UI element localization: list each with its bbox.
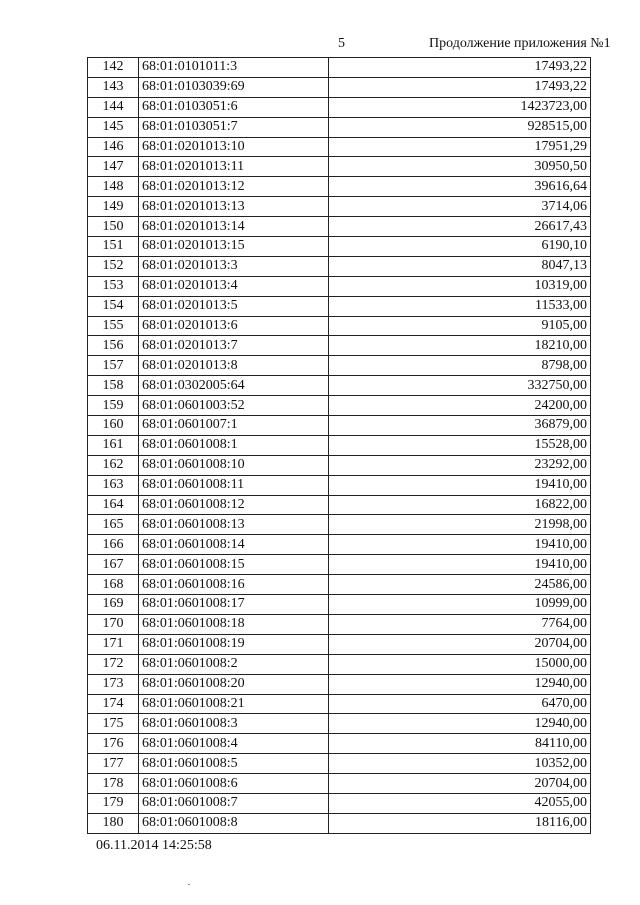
value-cell: 17493,22	[329, 58, 591, 78]
table-row	[88, 475, 591, 495]
cadastral-number-cell: 68:01:0201013:13	[139, 197, 329, 217]
row-number-cell: 169	[88, 595, 139, 615]
table-row	[88, 356, 591, 376]
value-cell: 20704,00	[329, 774, 591, 794]
row-number-cell: 161	[88, 435, 139, 455]
appendix-continuation-note: Продолжение приложения №1	[429, 36, 611, 51]
value-cell: 11533,00	[329, 296, 591, 316]
value-cell: 19410,00	[329, 555, 591, 575]
value-cell: 9105,00	[329, 316, 591, 336]
cadastral-number-cell: 68:01:0601008:12	[139, 495, 329, 515]
cadastral-number-cell: 68:01:0101011:3	[139, 58, 329, 78]
cadastral-number-cell: 68:01:0103051:7	[139, 117, 329, 137]
table-row	[88, 97, 591, 117]
row-number-cell: 164	[88, 495, 139, 515]
value-cell: 15528,00	[329, 435, 591, 455]
value-cell: 24200,00	[329, 396, 591, 416]
table-row	[88, 237, 591, 257]
cadastral-number-cell: 68:01:0601008:11	[139, 475, 329, 495]
value-cell: 36879,00	[329, 416, 591, 436]
cadastral-number-cell: 68:01:0201013:11	[139, 157, 329, 177]
value-cell: 23292,00	[329, 455, 591, 475]
row-number-cell: 153	[88, 276, 139, 296]
row-number-cell: 163	[88, 475, 139, 495]
table-row	[88, 714, 591, 734]
table-row	[88, 316, 591, 336]
cadastral-number-cell: 68:01:0601008:5	[139, 754, 329, 774]
value-cell: 18210,00	[329, 336, 591, 356]
value-cell: 17493,22	[329, 77, 591, 97]
row-number-cell: 176	[88, 734, 139, 754]
cadastral-number-cell: 68:01:0201013:6	[139, 316, 329, 336]
table-row	[88, 754, 591, 774]
value-cell: 7764,00	[329, 614, 591, 634]
parcels-table-body	[88, 58, 591, 834]
row-number-cell: 178	[88, 774, 139, 794]
cadastral-number-cell: 68:01:0601008:20	[139, 674, 329, 694]
row-number-cell: 144	[88, 97, 139, 117]
footer-timestamp: 06.11.2014 14:25:58	[96, 838, 212, 853]
row-number-cell: 142	[88, 58, 139, 78]
table-row	[88, 595, 591, 615]
cadastral-number-cell: 68:01:0601008:8	[139, 813, 329, 833]
stray-mark	[188, 884, 190, 885]
table-row	[88, 535, 591, 555]
table-row	[88, 396, 591, 416]
cadastral-number-cell: 68:01:0601008:3	[139, 714, 329, 734]
cadastral-number-cell: 68:01:0601008:13	[139, 515, 329, 535]
row-number-cell: 155	[88, 316, 139, 336]
table-row	[88, 674, 591, 694]
row-number-cell: 157	[88, 356, 139, 376]
cadastral-number-cell: 68:01:0601008:19	[139, 634, 329, 654]
table-row	[88, 117, 591, 137]
value-cell: 6190,10	[329, 237, 591, 257]
row-number-cell: 160	[88, 416, 139, 436]
row-number-cell: 150	[88, 217, 139, 237]
value-cell: 3714,06	[329, 197, 591, 217]
table-row	[88, 58, 591, 78]
row-number-cell: 158	[88, 376, 139, 396]
table-row	[88, 515, 591, 535]
row-number-cell: 152	[88, 256, 139, 276]
value-cell: 10319,00	[329, 276, 591, 296]
row-number-cell: 174	[88, 694, 139, 714]
table-row	[88, 614, 591, 634]
table-row	[88, 336, 591, 356]
cadastral-number-cell: 68:01:0601008:7	[139, 793, 329, 813]
value-cell: 19410,00	[329, 475, 591, 495]
table-row	[88, 416, 591, 436]
value-cell: 39616,64	[329, 177, 591, 197]
cadastral-number-cell: 68:01:0302005:64	[139, 376, 329, 396]
value-cell: 928515,00	[329, 117, 591, 137]
cadastral-number-cell: 68:01:0201013:5	[139, 296, 329, 316]
table-row	[88, 256, 591, 276]
value-cell: 15000,00	[329, 654, 591, 674]
row-number-cell: 179	[88, 793, 139, 813]
page-number: 5	[338, 36, 345, 51]
parcels-table	[87, 57, 591, 834]
value-cell: 30950,50	[329, 157, 591, 177]
cadastral-number-cell: 68:01:0601008:21	[139, 694, 329, 714]
value-cell: 332750,00	[329, 376, 591, 396]
value-cell: 1423723,00	[329, 97, 591, 117]
table-row	[88, 435, 591, 455]
cadastral-number-cell: 68:01:0601008:1	[139, 435, 329, 455]
table-row	[88, 495, 591, 515]
table-row	[88, 734, 591, 754]
value-cell: 8047,13	[329, 256, 591, 276]
table-row	[88, 157, 591, 177]
row-number-cell: 173	[88, 674, 139, 694]
cadastral-number-cell: 68:01:0601008:16	[139, 575, 329, 595]
row-number-cell: 171	[88, 634, 139, 654]
value-cell: 8798,00	[329, 356, 591, 376]
table-row	[88, 575, 591, 595]
value-cell: 12940,00	[329, 714, 591, 734]
row-number-cell: 166	[88, 535, 139, 555]
row-number-cell: 151	[88, 237, 139, 257]
value-cell: 84110,00	[329, 734, 591, 754]
value-cell: 26617,43	[329, 217, 591, 237]
table-row	[88, 177, 591, 197]
cadastral-number-cell: 68:01:0601003:52	[139, 396, 329, 416]
table-row	[88, 555, 591, 575]
cadastral-number-cell: 68:01:0601007:1	[139, 416, 329, 436]
row-number-cell: 154	[88, 296, 139, 316]
table-row	[88, 376, 591, 396]
cadastral-number-cell: 68:01:0103051:6	[139, 97, 329, 117]
cadastral-number-cell: 68:01:0201013:14	[139, 217, 329, 237]
cadastral-number-cell: 68:01:0601008:18	[139, 614, 329, 634]
value-cell: 42055,00	[329, 793, 591, 813]
row-number-cell: 156	[88, 336, 139, 356]
row-number-cell: 167	[88, 555, 139, 575]
cadastral-number-cell: 68:01:0601008:14	[139, 535, 329, 555]
value-cell: 6470,00	[329, 694, 591, 714]
row-number-cell: 159	[88, 396, 139, 416]
table-row	[88, 793, 591, 813]
value-cell: 10999,00	[329, 595, 591, 615]
table-row	[88, 217, 591, 237]
table-row	[88, 455, 591, 475]
cadastral-number-cell: 68:01:0601008:4	[139, 734, 329, 754]
row-number-cell: 143	[88, 77, 139, 97]
value-cell: 12940,00	[329, 674, 591, 694]
table-row	[88, 137, 591, 157]
cadastral-number-cell: 68:01:0201013:3	[139, 256, 329, 276]
row-number-cell: 146	[88, 137, 139, 157]
value-cell: 20704,00	[329, 634, 591, 654]
value-cell: 19410,00	[329, 535, 591, 555]
table-row	[88, 774, 591, 794]
value-cell: 10352,00	[329, 754, 591, 774]
value-cell: 24586,00	[329, 575, 591, 595]
cadastral-number-cell: 68:01:0103039:69	[139, 77, 329, 97]
cadastral-number-cell: 68:01:0201013:10	[139, 137, 329, 157]
row-number-cell: 147	[88, 157, 139, 177]
row-number-cell: 149	[88, 197, 139, 217]
table-row	[88, 813, 591, 833]
value-cell: 17951,29	[329, 137, 591, 157]
cadastral-number-cell: 68:01:0201013:8	[139, 356, 329, 376]
table-row	[88, 197, 591, 217]
table-row	[88, 77, 591, 97]
table-row	[88, 276, 591, 296]
row-number-cell: 145	[88, 117, 139, 137]
value-cell: 21998,00	[329, 515, 591, 535]
table-row	[88, 296, 591, 316]
table-row	[88, 654, 591, 674]
row-number-cell: 175	[88, 714, 139, 734]
row-number-cell: 177	[88, 754, 139, 774]
cadastral-number-cell: 68:01:0201013:4	[139, 276, 329, 296]
row-number-cell: 180	[88, 813, 139, 833]
row-number-cell: 170	[88, 614, 139, 634]
table-row	[88, 694, 591, 714]
cadastral-number-cell: 68:01:0601008:2	[139, 654, 329, 674]
cadastral-number-cell: 68:01:0601008:17	[139, 595, 329, 615]
cadastral-number-cell: 68:01:0201013:15	[139, 237, 329, 257]
row-number-cell: 148	[88, 177, 139, 197]
cadastral-number-cell: 68:01:0601008:15	[139, 555, 329, 575]
cadastral-number-cell: 68:01:0201013:12	[139, 177, 329, 197]
cadastral-number-cell: 68:01:0601008:10	[139, 455, 329, 475]
table-row	[88, 634, 591, 654]
row-number-cell: 168	[88, 575, 139, 595]
cadastral-number-cell: 68:01:0201013:7	[139, 336, 329, 356]
cadastral-number-cell: 68:01:0601008:6	[139, 774, 329, 794]
value-cell: 16822,00	[329, 495, 591, 515]
row-number-cell: 162	[88, 455, 139, 475]
value-cell: 18116,00	[329, 813, 591, 833]
row-number-cell: 165	[88, 515, 139, 535]
row-number-cell: 172	[88, 654, 139, 674]
